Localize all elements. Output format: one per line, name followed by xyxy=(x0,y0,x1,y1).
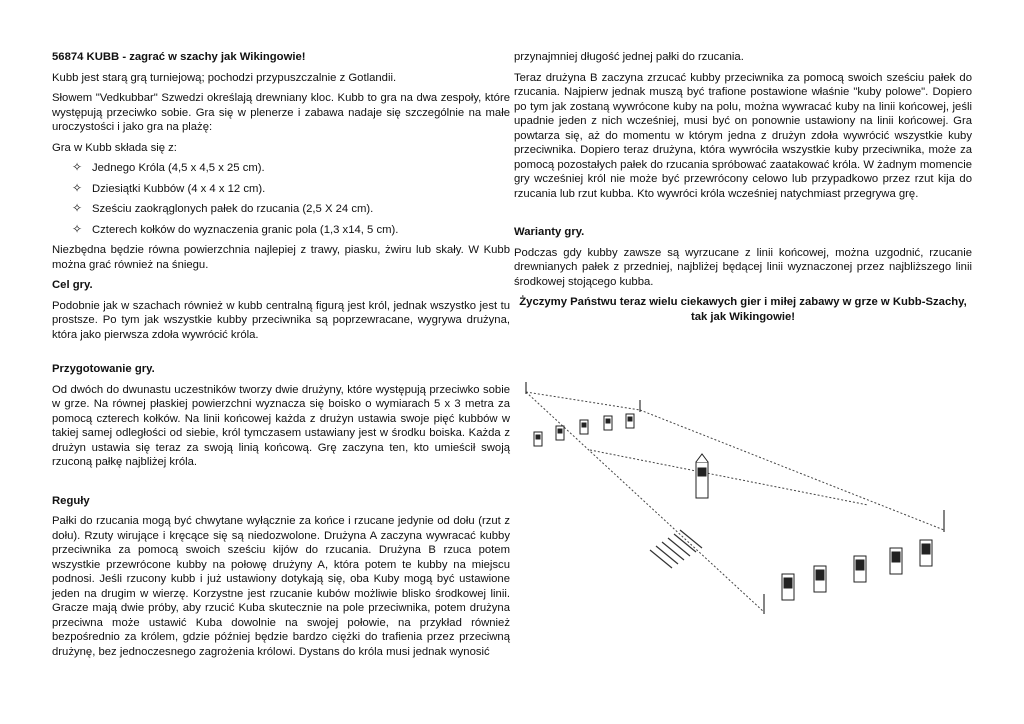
variants-paragraph: Podczas gdy kubby zawsze są wyrzucane z linii końcowej, można uzgodnić, rzucanie drewnianych pałek z przedniej, najbliżej będącej linii wyznaczonej przez najbliższego linii środkowej stojącego kubba. xyxy=(514,246,972,288)
prep-paragraph: Od dwóch do dwunastu uczestników tworzy dwie drużyny, które występują przeciwko sobie w grze. Na równej płaskiej powierzchni wyznacza się boisko o wymiarach 5 x 3 metra za pomocą czterech kołków. Na linii końcowej każda z drużyn ustawia swoje pięć kubbów w takiej samej odległości od siebie, król tymczasem ustawiany jest w środku boiska. Każda z drużyn ustawia się teraz za swoją linią końcową. Grę zaczyna ten, kto umieścił swoją rzuconą pałkę najbliżej króla. xyxy=(52,383,510,468)
closing-wish: Życzymy Państwu teraz wielu ciekawych gier i miłej zabawy w grze w Kubb-Szachy, tak jak Wikingowie! xyxy=(519,296,967,323)
rules-continued-paragraph: Teraz drużyna B zaczyna zrzucać kubby przeciwnika za pomocą swoich sześciu pałek do rzucania. Najpierw jednak muszą być trafione postawione właśnie "kuby polowe". Dopiero po tym jak zostaną wywrócone kuby na polu, można wywracać kuby na linii końcowej, jeśli upadnie jeden z nich wcześniej, musi być on ponownie ustawiony na linii końcowej. Gra powtarza się, aż do momentu w którym jedna z drużyn zdoła wywrócić wszystkie kuby przeciwnika. Dopiero teraz drużyna, która wywróciła wszystkie kuby przeciwnika, może za pomocą pozostałych pałek do rzucania spróbować zaatakować króla. W żadnym momencie gry wcześniej król nie może być przewrócony celowo lub przypadkowo przez rzut kija do rzucania lub rzut kubba. Kto wywróci króla wcześniej natychmiast przegrywa grę. xyxy=(514,71,972,200)
field-boundary-top xyxy=(526,392,640,410)
kubb xyxy=(626,414,634,428)
king xyxy=(696,454,708,498)
intro-paragraph: Kubb jest starą grą turniejową; pochodzi przypuszczalnie z Gotlandii. xyxy=(52,71,397,84)
goal-paragraph: Podobnie jak w szachach również w kubb centralną figurą jest król, jednak wszystko jest tu prostsze. Po tym jak wszystkie kubby przeciwnika są poprzewracane, wygrywa drużyna, która jako pierwsza zdoła wywrócić króla. xyxy=(52,299,510,341)
field-boundary-back xyxy=(640,410,944,530)
prep-heading: Przygotowanie gry. xyxy=(52,363,155,375)
continuation-line: przynajmniej długość jednej pałki do rzucania. xyxy=(514,51,744,63)
rules-paragraph: Pałki do rzucania mogą być chwytane wyłącznie za końce i rzucane jedynie od dołu (rzut z dołu). Rzuty wirujące i kręcące się są niedozwolone. Drużyna A zaczyna wywracać kubby przeciwnika za pomocą swoich sześciu kijów do rzucania. Drużyna B rzuca potem wszystkie przewrócone kubby na połowę drużyny A, która potem te kubby na miejscu podnosi. Jeśli rzucony kubb i już ustawiony dotykają się, oba Kuby mogą być ustawione jeden na drugim w wierzę. Korzystne jest rzucanie kubów możliwie blisko środkowej linii. Gracze mają dwie próby, aby rzucić Kuba skutecznie na pole przeciwnika, potem drużyna przeciwna może ustawić Kuba dowolnie na swojej połowie, na przykład również bezpośrednio za królem, gdzie później będzie bardzo ciężki do trafienia przez przeciwną drużynę, bez jednoczesnego zagrożenia królowi. Dystans do króla musi jednak wynosić xyxy=(52,515,510,658)
kubb xyxy=(604,416,612,430)
set-contents-list xyxy=(52,161,510,237)
kubb xyxy=(782,574,794,600)
vedkubbar-paragraph: Słowem "Vedkubbar" Szwedzi określają drewniany kloc. Kubb to gra na dwa zespoły, które występują przeciwko sobie. Gra się w plenerze i zabawa nadaje się szczególnie na małe uroczystości i jako gra na plażę: xyxy=(52,92,510,133)
throwing-stick xyxy=(674,534,696,552)
throwing-stick xyxy=(668,538,690,556)
surface-paragraph: Niezbędna będzie równa powierzchnia najlepiej z trawy, piasku, żwiru lub skały. W Kubb można grać również na śniegu. xyxy=(52,244,510,271)
bullet-icon: ✧ xyxy=(72,201,83,215)
kubb xyxy=(920,540,932,566)
throwing-stick xyxy=(662,542,684,560)
throwing-stick xyxy=(680,530,702,548)
right-column xyxy=(514,50,972,324)
document-title: 56874 KUBB - zagrać w szachy jak Wikingowie! xyxy=(52,51,306,63)
kubb xyxy=(890,548,902,574)
variants-heading: Warianty gry. xyxy=(514,226,585,238)
throwing-stick xyxy=(656,546,678,564)
throwing-stick xyxy=(650,550,672,568)
kubb-field-diagram xyxy=(518,380,973,615)
list-item: ✧ Jednego Króla (4,5 x 4,5 x 25 cm). xyxy=(72,160,265,174)
throwing-sticks xyxy=(650,530,702,568)
rules-heading: Reguły xyxy=(52,494,90,507)
list-item: ✧ Czterech kołków do wyznaczenia granic pola (1,3 x14, 5 cm). xyxy=(72,221,399,236)
bullet-icon: ✧ xyxy=(72,180,83,195)
bullet-icon: ✧ xyxy=(72,160,83,174)
set-intro: Gra w Kubb składa się z: xyxy=(52,141,177,154)
kubb xyxy=(854,556,866,582)
kubb xyxy=(580,420,588,434)
list-item: ✧ Dziesiątki Kubbów (4 x 4 x 12 cm). xyxy=(72,180,266,195)
kubb xyxy=(556,426,564,440)
goal-heading: Cel gry. xyxy=(52,279,93,291)
bullet-icon: ✧ xyxy=(72,221,83,236)
field-boundary-left xyxy=(526,392,764,612)
left-column xyxy=(52,50,510,665)
kubb xyxy=(814,566,826,592)
center-line xyxy=(590,450,868,505)
list-item: ✧ Sześciu zaokrąglonych pałek do rzucania (2,5 X 24 cm). xyxy=(72,201,374,215)
kubb xyxy=(534,432,542,446)
